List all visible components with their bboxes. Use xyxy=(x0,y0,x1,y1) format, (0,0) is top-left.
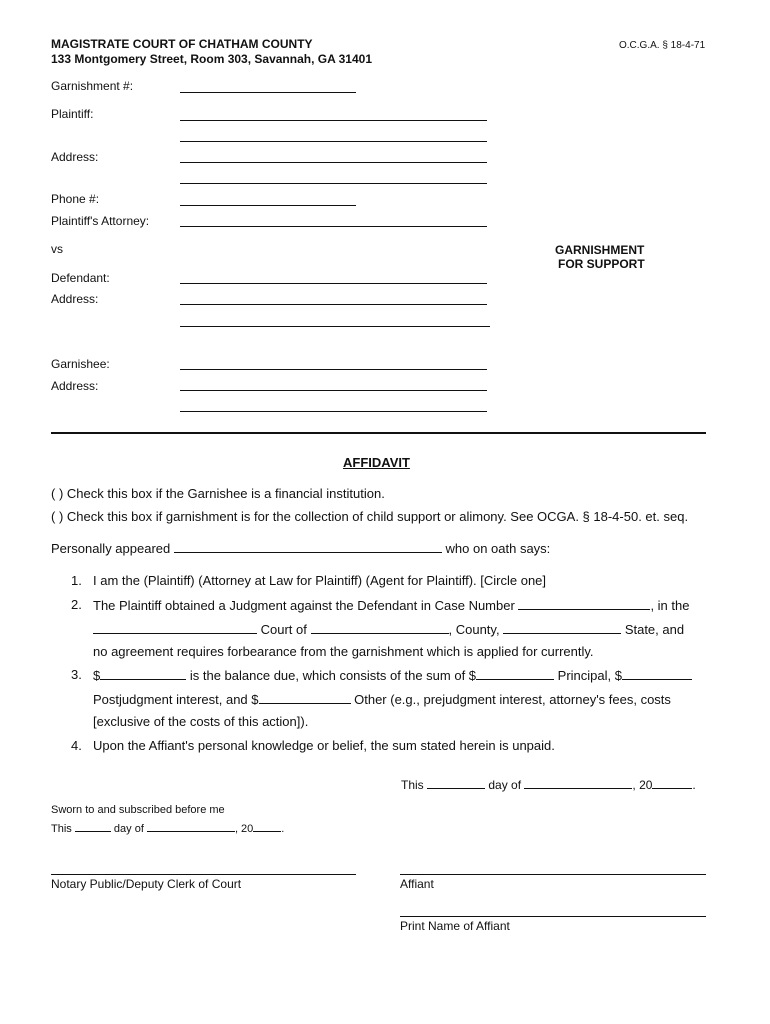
notary-label: Notary Public/Deputy Clerk of Court xyxy=(51,877,242,891)
sworn-day-field[interactable] xyxy=(75,819,111,832)
item-1-text: I am the (Plaintiff) (Attorney at Law for Plaintiff) (Agent for Plaintiff). [Circle one] xyxy=(93,573,547,588)
affiant-signature-line[interactable] xyxy=(400,874,706,875)
item-4-text: Upon the Affiant's personal knowledge or belief, the sum stated herein is unpaid. xyxy=(93,738,555,753)
state-label: State, and xyxy=(624,622,685,637)
court-county-field[interactable] xyxy=(311,621,449,634)
section-divider xyxy=(51,432,706,434)
plaintiff-address-label: Address: xyxy=(51,150,99,164)
court-name: MAGISTRATE COURT OF CHATHAM COUNTY xyxy=(51,37,313,51)
appeared-suffix: who on oath says: xyxy=(445,541,551,556)
item-1-number: 1. xyxy=(71,573,82,588)
item-3-number: 3. xyxy=(71,667,82,682)
item-4-number: 4. xyxy=(71,738,82,753)
sworn-year-field[interactable] xyxy=(253,819,281,832)
garnishment-number-label: Garnishment #: xyxy=(51,79,134,93)
principal-field[interactable] xyxy=(476,667,554,680)
sworn-date-line xyxy=(51,819,284,835)
balance-dollar-sign: $ xyxy=(93,668,101,683)
sworn-month-field[interactable] xyxy=(147,819,235,832)
defendant-address-label: Address: xyxy=(51,292,99,306)
case-number-field[interactable] xyxy=(518,597,650,610)
print-name-line[interactable] xyxy=(400,916,706,917)
garnishee-label: Garnishee: xyxy=(51,357,110,371)
defendant-address-field-line-2[interactable] xyxy=(180,326,490,327)
phone-field[interactable] xyxy=(180,205,356,206)
dated-line xyxy=(401,776,696,792)
postjudgment-label: Postjudgment interest, and $ xyxy=(93,692,259,707)
other-amount-field[interactable] xyxy=(259,691,351,704)
court-address: 133 Montgomery Street, Room 303, Savannah, GA 31401 xyxy=(51,52,373,66)
affiant-label: Affiant xyxy=(400,877,434,891)
vs-label: vs xyxy=(51,242,63,256)
day-field[interactable] xyxy=(427,776,485,789)
personally-appeared-line xyxy=(51,540,550,556)
garnishee-field[interactable] xyxy=(180,369,487,370)
plaintiff-label: Plaintiff: xyxy=(51,107,94,121)
form-title-line-1: GARNISHMENT xyxy=(555,243,645,257)
item-2-line-1 xyxy=(93,597,689,613)
county-label: , County, xyxy=(448,622,500,637)
garnishee-address-field-line-2[interactable] xyxy=(180,411,487,412)
other-label: Other (e.g., prejudgment interest, attorney's fees, costs xyxy=(354,692,671,707)
plaintiff-address-field-line-2[interactable] xyxy=(180,183,487,184)
sworn-period: . xyxy=(281,823,285,835)
principal-label: Principal, $ xyxy=(557,668,622,683)
item-2-prefix: The Plaintiff obtained a Judgment against the Defendant in Case Number xyxy=(93,598,515,613)
garnishment-number-field[interactable] xyxy=(180,92,356,93)
item-3-line-2 xyxy=(93,691,671,707)
plaintiff-attorney-label: Plaintiff's Attorney: xyxy=(51,214,150,228)
this-label: This xyxy=(401,778,424,792)
state-field[interactable] xyxy=(503,621,621,634)
child-support-checkbox[interactable]: ( ) Check this box if garnishment is for the collection of child support or alimony. See OCGA. § 18-4-50. et. seq. xyxy=(51,509,689,524)
defendant-address-field[interactable] xyxy=(180,304,487,305)
day-of-label: day of xyxy=(488,778,522,792)
financial-institution-checkbox[interactable]: ( ) Check this box if the Garnishee is a financial institution. xyxy=(51,486,385,501)
notary-signature-line[interactable] xyxy=(51,874,356,875)
item-2-line-2 xyxy=(93,621,684,637)
plaintiff-address-field[interactable] xyxy=(180,162,487,163)
defendant-field[interactable] xyxy=(180,283,487,284)
year-prefix: , 20 xyxy=(632,778,653,792)
balance-text: is the balance due, which consists of the sum of $ xyxy=(189,668,477,683)
print-name-label: Print Name of Affiant xyxy=(400,919,510,933)
court-type-field[interactable] xyxy=(93,621,257,634)
statute-reference: O.C.G.A. § 18-4-71 xyxy=(619,40,706,51)
item-3-line-1 xyxy=(93,667,692,683)
item-3-line-3: [exclusive of the costs of this action]). xyxy=(93,714,309,729)
phone-label: Phone #: xyxy=(51,192,100,206)
year-field[interactable] xyxy=(652,776,692,789)
garnishee-address-label: Address: xyxy=(51,379,99,393)
item-2-line-3: no agreement requires forbearance from the garnishment which is applied for currently. xyxy=(93,644,594,659)
sworn-day-of-label: day of xyxy=(113,823,144,835)
sworn-statement: Sworn to and subscribed before me xyxy=(51,804,225,816)
affidavit-title: AFFIDAVIT xyxy=(343,455,410,470)
court-of-label: Court of xyxy=(260,622,307,637)
sworn-this-label: This xyxy=(51,823,72,835)
item-2-number: 2. xyxy=(71,597,82,612)
item-2-suffix: , in the xyxy=(650,598,690,613)
form-title-line-2: FOR SUPPORT xyxy=(558,257,645,271)
sworn-year-prefix: , 20 xyxy=(234,823,254,835)
garnishee-address-field[interactable] xyxy=(180,390,487,391)
plaintiff-attorney-field[interactable] xyxy=(180,226,487,227)
appeared-prefix: Personally appeared xyxy=(51,541,171,556)
defendant-label: Defendant: xyxy=(51,271,110,285)
period: . xyxy=(692,778,696,792)
month-field[interactable] xyxy=(524,776,632,789)
postjudgment-interest-field[interactable] xyxy=(622,667,692,680)
affiant-name-field[interactable] xyxy=(174,540,442,553)
plaintiff-field-line-2[interactable] xyxy=(180,141,487,142)
balance-due-field[interactable] xyxy=(100,667,186,680)
plaintiff-field[interactable] xyxy=(180,120,487,121)
